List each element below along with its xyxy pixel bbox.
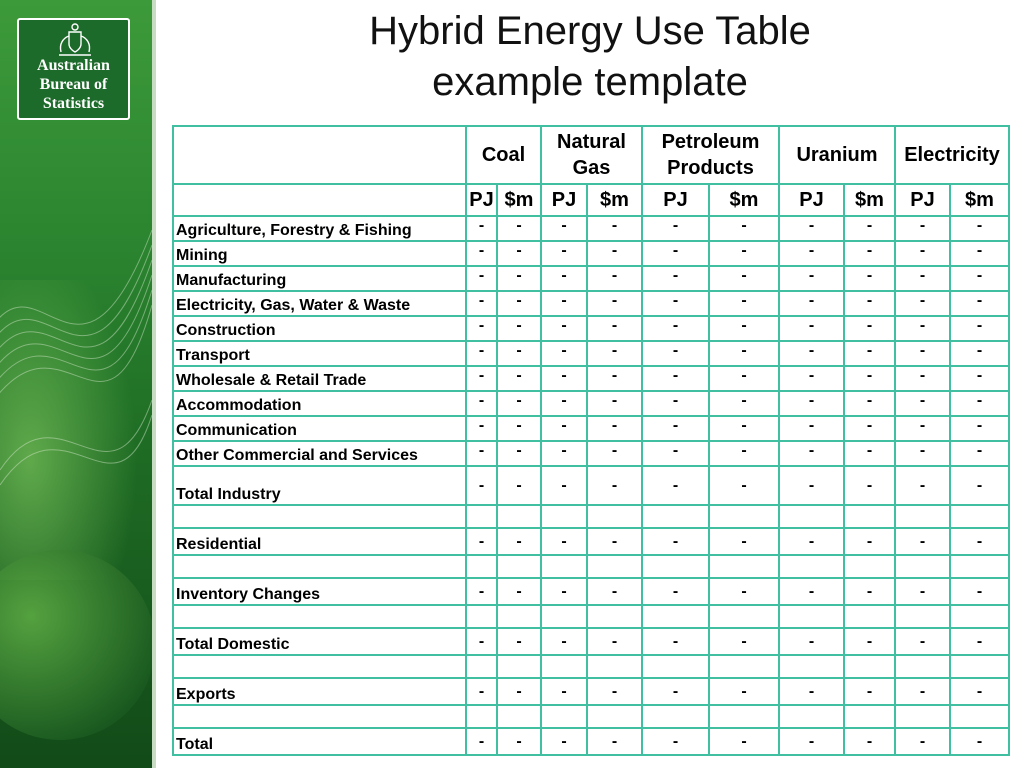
value-cell: - xyxy=(709,678,779,705)
value-cell: - xyxy=(895,216,950,241)
value-cell: - xyxy=(497,316,541,341)
value-cell xyxy=(587,655,642,678)
logo-text-line: Statistics xyxy=(42,95,105,112)
row-label: Total xyxy=(173,728,466,755)
row-label xyxy=(173,705,466,728)
value-cell xyxy=(895,505,950,528)
value-cell: - xyxy=(844,578,895,605)
table-row xyxy=(173,655,1009,678)
value-cell: - xyxy=(844,466,895,505)
fuel-header: Uranium xyxy=(779,126,895,184)
value-cell: - xyxy=(541,241,587,266)
value-cell: - xyxy=(587,241,642,266)
fuel-header: Electricity xyxy=(895,126,1009,184)
row-label: Construction xyxy=(173,316,466,341)
value-cell xyxy=(466,705,497,728)
value-cell: - xyxy=(844,441,895,466)
value-cell: - xyxy=(709,441,779,466)
value-cell: - xyxy=(950,416,1009,441)
value-cell: - xyxy=(709,391,779,416)
value-cell: - xyxy=(642,291,709,316)
value-cell: - xyxy=(895,578,950,605)
value-cell xyxy=(779,655,844,678)
value-cell: - xyxy=(779,728,844,755)
fuel-header: Natural Gas xyxy=(541,126,642,184)
value-cell: - xyxy=(587,391,642,416)
value-cell: - xyxy=(779,528,844,555)
value-cell: - xyxy=(466,216,497,241)
value-cell: - xyxy=(950,441,1009,466)
value-cell: - xyxy=(541,466,587,505)
value-cell: - xyxy=(541,728,587,755)
value-cell: - xyxy=(709,628,779,655)
table-row xyxy=(173,341,1009,366)
value-cell: - xyxy=(642,441,709,466)
value-cell: - xyxy=(466,391,497,416)
value-cell xyxy=(642,605,709,628)
value-cell: - xyxy=(950,466,1009,505)
value-cell: - xyxy=(497,391,541,416)
value-cell xyxy=(541,605,587,628)
value-cell: - xyxy=(895,728,950,755)
value-cell xyxy=(950,505,1009,528)
unit-header: PJ xyxy=(466,184,497,216)
value-cell: - xyxy=(779,578,844,605)
row-label: Total Domestic xyxy=(173,628,466,655)
value-cell: - xyxy=(950,341,1009,366)
unit-header-row xyxy=(173,184,1009,216)
value-cell xyxy=(642,705,709,728)
unit-header: PJ xyxy=(895,184,950,216)
row-label: Total Industry xyxy=(173,466,466,505)
value-cell xyxy=(497,605,541,628)
value-cell: - xyxy=(497,578,541,605)
value-cell: - xyxy=(541,316,587,341)
value-cell: - xyxy=(497,266,541,291)
row-label: Communication xyxy=(173,416,466,441)
value-cell: - xyxy=(587,216,642,241)
value-cell: - xyxy=(779,466,844,505)
value-cell xyxy=(497,655,541,678)
table-row xyxy=(173,266,1009,291)
value-cell: - xyxy=(497,216,541,241)
value-cell: - xyxy=(709,466,779,505)
value-cell: - xyxy=(642,578,709,605)
value-cell: - xyxy=(844,316,895,341)
value-cell: - xyxy=(950,391,1009,416)
value-cell: - xyxy=(779,316,844,341)
value-cell: - xyxy=(466,466,497,505)
row-label: Residential xyxy=(173,528,466,555)
value-cell: - xyxy=(779,391,844,416)
value-cell: - xyxy=(587,291,642,316)
unit-header: $m xyxy=(950,184,1009,216)
value-cell: - xyxy=(779,291,844,316)
value-cell xyxy=(844,605,895,628)
value-cell: - xyxy=(779,341,844,366)
value-cell: - xyxy=(895,678,950,705)
value-cell: - xyxy=(844,728,895,755)
value-cell: - xyxy=(895,628,950,655)
table-row xyxy=(173,366,1009,391)
value-cell: - xyxy=(497,466,541,505)
corner-cell xyxy=(173,126,466,184)
row-label xyxy=(173,655,466,678)
unit-header: PJ xyxy=(541,184,587,216)
table-row xyxy=(173,528,1009,555)
table-row xyxy=(173,416,1009,441)
value-cell xyxy=(709,505,779,528)
value-cell xyxy=(709,655,779,678)
value-cell: - xyxy=(587,366,642,391)
value-cell: - xyxy=(466,341,497,366)
abs-logo xyxy=(17,18,130,120)
row-label: Transport xyxy=(173,341,466,366)
value-cell: - xyxy=(950,578,1009,605)
value-cell: - xyxy=(709,366,779,391)
value-cell xyxy=(779,505,844,528)
fuel-header: Coal xyxy=(466,126,541,184)
row-label xyxy=(173,605,466,628)
value-cell xyxy=(895,705,950,728)
value-cell: - xyxy=(895,366,950,391)
row-label: Agriculture, Forestry & Fishing xyxy=(173,216,466,241)
value-cell: - xyxy=(541,366,587,391)
unit-header: $m xyxy=(587,184,642,216)
value-cell xyxy=(844,655,895,678)
value-cell: - xyxy=(587,628,642,655)
fuel-header: Petroleum Products xyxy=(642,126,779,184)
value-cell: - xyxy=(779,628,844,655)
table-row xyxy=(173,555,1009,578)
value-cell xyxy=(779,705,844,728)
value-cell: - xyxy=(541,528,587,555)
table-body xyxy=(173,216,1009,755)
value-cell: - xyxy=(950,528,1009,555)
value-cell: - xyxy=(895,391,950,416)
value-cell xyxy=(895,655,950,678)
value-cell: - xyxy=(844,216,895,241)
value-cell xyxy=(779,555,844,578)
slide-title-line: Hybrid Energy Use Table xyxy=(369,9,811,53)
table-row xyxy=(173,316,1009,341)
table-row xyxy=(173,728,1009,755)
value-cell: - xyxy=(466,628,497,655)
value-cell: - xyxy=(466,291,497,316)
value-cell: - xyxy=(642,366,709,391)
value-cell: - xyxy=(466,366,497,391)
value-cell: - xyxy=(642,678,709,705)
value-cell xyxy=(497,555,541,578)
value-cell: - xyxy=(642,316,709,341)
table-row xyxy=(173,391,1009,416)
value-cell xyxy=(466,555,497,578)
value-cell: - xyxy=(541,416,587,441)
logo-text-line: Bureau of xyxy=(39,76,108,93)
value-cell: - xyxy=(895,241,950,266)
value-cell: - xyxy=(587,728,642,755)
value-cell xyxy=(895,555,950,578)
value-cell: - xyxy=(779,441,844,466)
value-cell xyxy=(779,605,844,628)
value-cell: - xyxy=(895,266,950,291)
value-cell xyxy=(466,655,497,678)
value-cell: - xyxy=(466,441,497,466)
table-row xyxy=(173,605,1009,628)
value-cell: - xyxy=(497,678,541,705)
value-cell: - xyxy=(642,216,709,241)
row-label xyxy=(173,555,466,578)
value-cell: - xyxy=(779,416,844,441)
value-cell xyxy=(844,705,895,728)
table-row xyxy=(173,241,1009,266)
value-cell xyxy=(950,655,1009,678)
value-cell: - xyxy=(642,266,709,291)
value-cell xyxy=(497,505,541,528)
fuel-header-row xyxy=(173,126,1009,184)
coat-of-arms-icon xyxy=(53,22,97,58)
table-row xyxy=(173,291,1009,316)
value-cell: - xyxy=(709,316,779,341)
value-cell: - xyxy=(709,216,779,241)
row-label: Inventory Changes xyxy=(173,578,466,605)
value-cell: - xyxy=(642,341,709,366)
value-cell: - xyxy=(587,266,642,291)
value-cell xyxy=(587,705,642,728)
value-cell xyxy=(587,555,642,578)
value-cell: - xyxy=(844,678,895,705)
value-cell: - xyxy=(497,441,541,466)
value-cell: - xyxy=(642,391,709,416)
value-cell: - xyxy=(466,241,497,266)
value-cell xyxy=(466,505,497,528)
value-cell: - xyxy=(587,528,642,555)
value-cell: - xyxy=(779,266,844,291)
value-cell: - xyxy=(950,241,1009,266)
value-cell: - xyxy=(497,241,541,266)
value-cell: - xyxy=(587,341,642,366)
value-cell: - xyxy=(497,416,541,441)
logo-text-line: Australian xyxy=(37,57,110,74)
row-label: Accommodation xyxy=(173,391,466,416)
value-cell xyxy=(587,605,642,628)
value-cell: - xyxy=(541,391,587,416)
value-cell xyxy=(642,505,709,528)
value-cell: - xyxy=(709,341,779,366)
value-cell: - xyxy=(541,441,587,466)
value-cell: - xyxy=(642,628,709,655)
value-cell: - xyxy=(642,528,709,555)
value-cell: - xyxy=(950,678,1009,705)
value-cell: - xyxy=(466,578,497,605)
value-cell: - xyxy=(541,678,587,705)
value-cell: - xyxy=(895,341,950,366)
value-cell: - xyxy=(844,628,895,655)
value-cell xyxy=(709,705,779,728)
slide-title-line: example template xyxy=(432,60,748,104)
row-label: Exports xyxy=(173,678,466,705)
value-cell: - xyxy=(895,316,950,341)
value-cell: - xyxy=(779,678,844,705)
value-cell xyxy=(541,505,587,528)
value-cell: - xyxy=(844,366,895,391)
value-cell: - xyxy=(950,728,1009,755)
value-cell: - xyxy=(844,291,895,316)
value-cell: - xyxy=(779,241,844,266)
blank-header-cell xyxy=(173,184,466,216)
value-cell: - xyxy=(642,416,709,441)
row-label: Other Commercial and Services xyxy=(173,441,466,466)
value-cell: - xyxy=(844,266,895,291)
value-cell: - xyxy=(497,528,541,555)
value-cell: - xyxy=(709,291,779,316)
table-row xyxy=(173,705,1009,728)
value-cell: - xyxy=(466,678,497,705)
value-cell: - xyxy=(950,628,1009,655)
value-cell: - xyxy=(497,628,541,655)
value-cell: - xyxy=(895,441,950,466)
value-cell: - xyxy=(541,266,587,291)
value-cell: - xyxy=(541,341,587,366)
value-cell: - xyxy=(497,341,541,366)
value-cell xyxy=(950,555,1009,578)
value-cell: - xyxy=(587,678,642,705)
row-label: Wholesale & Retail Trade xyxy=(173,366,466,391)
value-cell: - xyxy=(497,728,541,755)
value-cell xyxy=(466,605,497,628)
sidebar-decoration xyxy=(0,0,152,768)
value-cell: - xyxy=(541,216,587,241)
value-cell: - xyxy=(950,291,1009,316)
value-cell: - xyxy=(844,391,895,416)
value-cell xyxy=(895,605,950,628)
value-cell: - xyxy=(642,728,709,755)
value-cell: - xyxy=(895,416,950,441)
table-row xyxy=(173,216,1009,241)
unit-header: PJ xyxy=(642,184,709,216)
value-cell: - xyxy=(950,316,1009,341)
value-cell: - xyxy=(466,266,497,291)
unit-header: $m xyxy=(844,184,895,216)
value-cell: - xyxy=(709,416,779,441)
table-row xyxy=(173,678,1009,705)
value-cell xyxy=(497,705,541,728)
value-cell xyxy=(541,705,587,728)
value-cell: - xyxy=(541,291,587,316)
value-cell: - xyxy=(587,578,642,605)
row-label xyxy=(173,505,466,528)
value-cell: - xyxy=(466,416,497,441)
row-label: Manufacturing xyxy=(173,266,466,291)
value-cell xyxy=(709,605,779,628)
value-cell: - xyxy=(642,241,709,266)
value-cell: - xyxy=(587,316,642,341)
unit-header: $m xyxy=(497,184,541,216)
value-cell: - xyxy=(541,578,587,605)
value-cell xyxy=(709,555,779,578)
value-cell xyxy=(844,555,895,578)
value-cell: - xyxy=(466,316,497,341)
value-cell: - xyxy=(895,291,950,316)
value-cell: - xyxy=(587,441,642,466)
value-cell: - xyxy=(950,366,1009,391)
value-cell: - xyxy=(844,528,895,555)
value-cell: - xyxy=(709,528,779,555)
value-cell: - xyxy=(779,366,844,391)
value-cell: - xyxy=(541,628,587,655)
table-row xyxy=(173,505,1009,528)
value-cell: - xyxy=(895,528,950,555)
value-cell: - xyxy=(779,216,844,241)
value-cell: - xyxy=(950,266,1009,291)
unit-header: PJ xyxy=(779,184,844,216)
energy-use-table xyxy=(172,125,1010,756)
value-cell: - xyxy=(709,241,779,266)
value-cell: - xyxy=(709,728,779,755)
sidebar-divider xyxy=(152,0,156,768)
value-cell xyxy=(541,555,587,578)
unit-header: $m xyxy=(709,184,779,216)
row-label: Electricity, Gas, Water & Waste xyxy=(173,291,466,316)
value-cell: - xyxy=(466,528,497,555)
value-cell xyxy=(642,555,709,578)
value-cell: - xyxy=(497,366,541,391)
table-row xyxy=(173,466,1009,505)
value-cell: - xyxy=(587,466,642,505)
value-cell: - xyxy=(709,266,779,291)
value-cell xyxy=(642,655,709,678)
value-cell: - xyxy=(709,578,779,605)
value-cell: - xyxy=(950,216,1009,241)
value-cell: - xyxy=(844,416,895,441)
value-cell: - xyxy=(844,341,895,366)
value-cell xyxy=(541,655,587,678)
value-cell: - xyxy=(895,466,950,505)
table-row xyxy=(173,441,1009,466)
value-cell: - xyxy=(497,291,541,316)
value-cell xyxy=(950,705,1009,728)
value-cell xyxy=(950,605,1009,628)
slide-title xyxy=(230,6,950,108)
table-row xyxy=(173,578,1009,605)
value-cell: - xyxy=(642,466,709,505)
table-row xyxy=(173,628,1009,655)
row-label: Mining xyxy=(173,241,466,266)
value-cell: - xyxy=(587,416,642,441)
value-cell: - xyxy=(466,728,497,755)
value-cell: - xyxy=(844,241,895,266)
value-cell xyxy=(844,505,895,528)
value-cell xyxy=(587,505,642,528)
